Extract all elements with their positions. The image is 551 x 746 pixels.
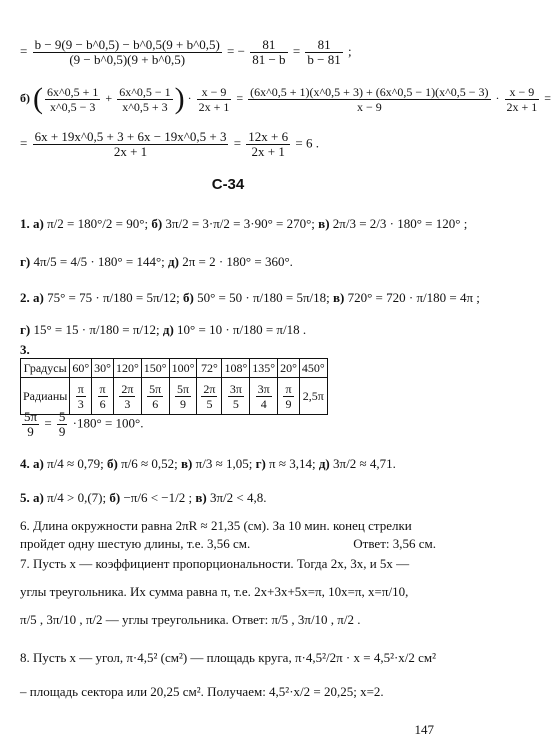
problem-1-line-1: 1. а) π/2 = 180°/2 = 90°; б) 3π/2 = 3·π/2 = 3·90° = 270°; в) 2π/3 = 2/3 · 180° = 120° ; — [20, 216, 468, 231]
problem-6-answer: Ответ: 3,56 см. — [353, 536, 436, 551]
problem-8-line-2: – площадь сектора или 20,25 см². Получаем: 4,5²·x/2 = 20,25; x=2. — [20, 684, 384, 699]
problem-8-line-1: 8. Пусть x — угол, π·4,5² (см²) — площадь круга, π·4,5²/2π · x = 4,5²·x/2 см² — [20, 650, 437, 665]
problem-5: 5. а) π/4 > 0,(7); б) −π/6 < −1/2 ; в) 3π/2 < 4,8. — [20, 490, 267, 505]
fraction: $\frac{b - 9(9 - b\^{}0,5) - b\^{}0,5(9 + b\^{}0,5)}{(9 - b\^{}0,5)(9 + b\^{}0,5)}$ — [34, 37, 220, 67]
problem-3-note: $\frac{5\pi}{9}$ = $\frac{5}{9}$ ·180° = 100°. — [24, 409, 144, 439]
page-number: 147 — [414, 722, 434, 737]
table-cell: Радианы — [21, 378, 70, 415]
degrees-radians-table — [20, 358, 328, 415]
problem-2-line-1: 2. а) 75° = 75 · π/180 = 5π/12; б) 50° = 50 · π/180 = 5π/18; в) 720° = 720 · π/180 = 4π ; — [20, 290, 480, 305]
problem-7-line-1: 7. Пусть x — коэффициент пропорциональности. Тогда 2x, 3x, и 5x — — [20, 556, 410, 571]
problem-7-line-2: углы треугольника. Их сумма равна π, т.е. 2x+3x+5x=π, 10x=π, x=π/10, — [20, 584, 409, 599]
top-line-3: = $\frac{6x + 19x\^{}0,5 + 3 + 6x - 19x\^{}0,5 + 3}{2x + 1}$ = $\frac{12x + 6}{2x + 1}$ = 6 . — [20, 129, 319, 159]
problem-6-line-1: 6. Длина окружности равна 2πR ≈ 21,35 (см). За 10 мин. конец стрелки — [20, 518, 412, 533]
table-row: Градусы 60° 30° 120° 150° 100° 72° 108° 135° 20° 450° — [21, 359, 328, 378]
problem-1-line-2: г) 4π/5 = 4/5 · 180° = 144°; д) 2π = 2 · 180° = 360°. — [20, 254, 293, 269]
table-cell: Градусы — [21, 359, 70, 378]
fraction: $\frac{81}{b - 81}$ — [307, 37, 341, 67]
problem-6-line-2: пройдет одну шестую длины, т.е. 3,56 см. — [20, 536, 251, 551]
problem-4: 4. а) π/4 ≈ 0,79; б) π/6 ≈ 0,52; в) π/3 ≈ 1,05; г) π ≈ 3,14; д) 3π/2 ≈ 4,71. — [20, 456, 396, 471]
top-line-2: б) ( $\frac{6x\^{}0,5 + 1}{x\^{}0,5 - 3}$ + $\frac{6x\^{}0,5 - 1}{x\^{}0,5 + 3}$ ) · $\frac{x - 9}{2x + 1}$ = $\frac{(6x\^{}0,5 + 1)(x\^{}0,5 + 3) + (6x\^{}0,5 - 1)(x\^{}0,5 - 3)}{x - 9}$ · $\frac{x - 9}{2x + 1}$ = — [20, 82, 551, 115]
table-row: Радианы $\frac{\pi}{3}$ $\frac{\pi}{6}$ $\frac{2\pi}{3}$ $\frac{5\pi}{6}$ $\frac{5\pi}{9}$ $\frac{2\pi}{5}$ $\frac{3\pi}{5}$ $\frac{3\pi}{4}$ $\frac{\pi}{9}$ 2,5π — [21, 378, 328, 415]
problem-3-label: 3. — [20, 342, 30, 357]
problem-7-line-3: π/5 , 3π/10 , π/2 — углы треугольника. Ответ: π/5 , 3π/10 , π/2 . — [20, 612, 361, 627]
section-title: С-34 — [211, 176, 245, 193]
problem-2-line-2: г) 15° = 15 · π/180 = π/12; д) 10° = 10 · π/180 = π/18 . — [20, 322, 307, 337]
fraction: $\frac{81}{81 - b}$ — [252, 37, 286, 67]
top-line-1: = $\frac{b - 9(9 - b\^{}0,5) - b\^{}0,5(9 + b\^{}0,5)}{(9 - b\^{}0,5)(9 + b\^{}0,5)}$ = − $\frac{81}{81 - b}$ = $\frac{81}{b - 81}$ ; — [20, 37, 352, 67]
